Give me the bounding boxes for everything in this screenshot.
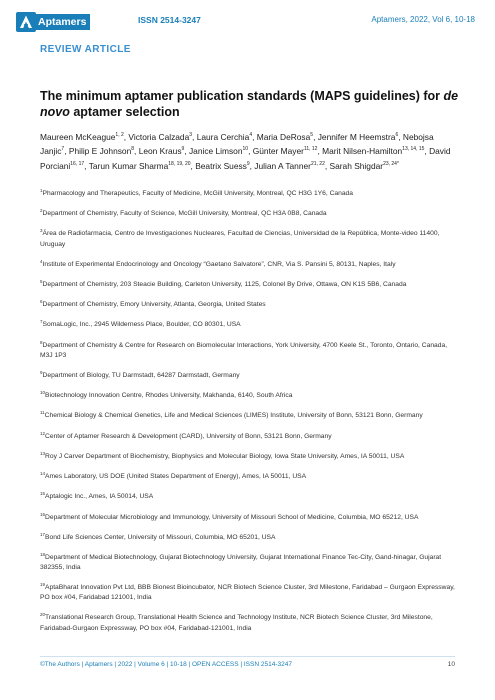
affiliation-item bbox=[40, 317, 460, 330]
affiliation-item bbox=[40, 580, 460, 603]
affiliation-number: 19 bbox=[40, 582, 46, 588]
affiliation-text: Department of Chemistry, Faculty of Science, McGill University, Montreal, QC H3A 0B8, Canada bbox=[42, 210, 327, 218]
affiliation-text: Translational Research Group, Translational Health Science and Technology Institute, NCR Biotech Science Cluster, 3rd Milestone, Faridabad-Gurgaon Expressway, PO box #04, Faridabad-121001, India bbox=[40, 614, 433, 632]
affiliation-item bbox=[40, 610, 460, 633]
author-affiliation-mark: 10 bbox=[242, 146, 249, 153]
author bbox=[40, 132, 128, 142]
article-type-label: REVIEW ARTICLE bbox=[40, 44, 131, 55]
author-affiliation-mark: 11, 12 bbox=[303, 146, 318, 153]
author bbox=[197, 132, 257, 142]
author-affiliation-mark: 1, 2 bbox=[115, 132, 124, 138]
author-name: Victoria Calzada bbox=[128, 131, 190, 142]
author-name: Julian A Tanner bbox=[254, 160, 311, 171]
author-name: Laura Cerchia bbox=[196, 131, 250, 142]
author-separator: , bbox=[252, 131, 257, 142]
author bbox=[89, 161, 196, 171]
author-separator: , bbox=[64, 146, 69, 157]
affiliation-text: AptaBharat Innovation Pvt Ltd, BBB Bionest Bioincubator, NCR Biotech Science Cluster, 3rd Milestone, Faridabad – Gurgaon Expressway, PO box #04, Faridabad 121001, India bbox=[40, 584, 455, 602]
author-name: Günter Mayer bbox=[252, 146, 304, 157]
author-name: Maria DeRosa bbox=[256, 131, 311, 142]
author-separator: , bbox=[123, 131, 129, 142]
affiliation-number: 12 bbox=[40, 430, 46, 436]
author-separator: , bbox=[317, 146, 323, 157]
affiliation-number: 2 bbox=[40, 208, 43, 214]
affiliation-text: Pharmacology and Therapeutics, Faculty of Medicine, McGill University, Montreal, QC H3G 1Y6, Canada bbox=[42, 190, 353, 198]
journal-citation: Aptamers, 2022, Vol 6, 10-18 bbox=[371, 15, 475, 24]
page-number: 10 bbox=[447, 661, 455, 668]
affiliation-text: Área de Radiofarmacia, Centro de Investigaciones Nucleares, Facultad de Ciencias, Universidad de la República, Monte-video 11400, Uruguay bbox=[40, 230, 440, 248]
journal-header bbox=[16, 12, 479, 34]
affiliation-item bbox=[40, 226, 460, 249]
affiliation-number: 14 bbox=[40, 471, 46, 477]
author-affiliation-mark: 9 bbox=[246, 160, 250, 167]
author-list bbox=[40, 129, 460, 172]
affiliation-number: 8 bbox=[40, 339, 43, 345]
author-name: Leon Kraus bbox=[138, 146, 182, 157]
author-affiliation-mark: 16, 17 bbox=[70, 160, 85, 167]
author bbox=[139, 146, 189, 156]
author-name: Sarah Shigdar bbox=[329, 160, 384, 171]
author-separator: , bbox=[192, 131, 197, 142]
author-name: David Porciani bbox=[40, 146, 451, 171]
affiliation-text: Department of Chemistry, Emory University, Atlanta, Georgia, United States bbox=[42, 301, 266, 309]
affiliation-number: 1 bbox=[40, 188, 43, 193]
affiliation-item bbox=[40, 338, 460, 361]
author-separator: , bbox=[424, 146, 430, 157]
affiliation-item bbox=[40, 489, 460, 502]
affiliation-item bbox=[40, 550, 460, 573]
author-separator: , bbox=[324, 160, 330, 171]
author bbox=[322, 146, 429, 156]
affiliation-number: 3 bbox=[40, 228, 43, 234]
affiliation-item bbox=[40, 368, 460, 381]
affiliation-text: Department of Biology, TU Darmstadt, 64287 Darmstadt, Germany bbox=[42, 372, 240, 380]
author-separator: , bbox=[184, 146, 189, 157]
author-affiliation-mark: 21, 22 bbox=[310, 160, 325, 167]
affiliation-item bbox=[40, 449, 460, 462]
author bbox=[318, 132, 403, 142]
affiliation-text: Bond Life Sciences Center, University of Missouri, Columbia, MO 65201, USA bbox=[45, 533, 276, 541]
affiliation-text: Ames Laboratory, US DOE (United States Department of Energy), Ames, IA 50011, USA bbox=[45, 473, 307, 481]
affiliation-text: Biotechnology Innovation Centre, Rhodes University, Makhanda, 6140, South Africa bbox=[45, 392, 293, 400]
affiliation-text: Department of Chemistry, 203 Steacie Building, Carleton University, 1125, Colonel By Drive, Ottawa, ON K1S 5B6, Canada bbox=[42, 281, 407, 289]
author-name: Janice Limson bbox=[188, 146, 243, 157]
affiliation-number: 6 bbox=[40, 299, 43, 305]
author-affiliation-mark: 6 bbox=[395, 132, 399, 138]
affiliation-item bbox=[40, 388, 460, 401]
author-name: Tarun Kumar Sharma bbox=[88, 160, 169, 171]
journal-issn: ISSN 2514-3247 bbox=[138, 15, 201, 25]
title-main: The minimum aptamer publication standards (MAPS guidelines) for bbox=[40, 89, 444, 103]
author-name: Marit Nilsen-Hamilton bbox=[322, 146, 403, 157]
affiliation-text: Chemical Biology & Chemical Genetics, Life and Medical Sciences (LIMES) Institute, University of Bonn, 53121 Bonn, Germany bbox=[44, 412, 423, 420]
affiliation-item bbox=[40, 186, 460, 199]
author bbox=[253, 146, 322, 156]
author-affiliation-mark: 13, 14, 15 bbox=[402, 146, 425, 153]
author-affiliation-mark: 7 bbox=[61, 146, 65, 153]
affiliation-text: Department of Medical Biotechnology, Gujarat Biotechnology University, Gujarat International Finance Tec-City, Gand-hinagar, Gujarat 382355, India bbox=[40, 554, 442, 572]
author-separator: , bbox=[398, 131, 403, 142]
author bbox=[257, 132, 318, 142]
footer-text: ©The Authors | Aptamers | 2022 | Volume 6 | 10-18 | OPEN ACCESS | ISSN 2514-3247 bbox=[40, 661, 292, 668]
author-name: Jennifer M Heemstra bbox=[317, 131, 396, 142]
affiliation-item bbox=[40, 257, 460, 270]
affiliation-text: SomaLogic, Inc., 2945 Wilderness Place, Boulder, CO 80301, USA bbox=[42, 321, 241, 329]
affiliation-text: Institute of Experimental Endocrinology and Oncology “Gaetano Salvatore”, CNR, Via S. Pansini 5, 80131, Naples, Italy bbox=[42, 260, 396, 268]
affiliation-item bbox=[40, 530, 460, 543]
affiliation-text: Center of Aptamer Research & Development (CARD), University of Bonn, 53121 Bonn, Germany bbox=[45, 432, 332, 440]
author-affiliation-mark: 18, 19, 20 bbox=[168, 160, 191, 167]
affiliation-number: 11 bbox=[40, 410, 45, 416]
author bbox=[254, 161, 329, 171]
author-separator: , bbox=[84, 160, 89, 171]
affiliation-item bbox=[40, 277, 460, 290]
author-affiliation-mark: 3 bbox=[189, 132, 193, 138]
affiliation-number: 15 bbox=[40, 491, 46, 497]
author-separator: , bbox=[249, 160, 255, 171]
author-separator: , bbox=[134, 146, 139, 157]
affiliation-number: 5 bbox=[40, 278, 43, 284]
affiliation-item bbox=[40, 429, 460, 442]
affiliation-text: Roy J Carver Department of Biochemistry, Biophysics and Molecular Biology, Iowa State University, Ames, IA 50011, USA bbox=[45, 453, 405, 461]
author-separator: , bbox=[313, 131, 318, 142]
author-affiliation-mark: 9 bbox=[181, 146, 185, 153]
author-separator: , bbox=[190, 160, 196, 171]
author bbox=[69, 146, 139, 156]
affiliation-item bbox=[40, 408, 460, 421]
affiliation-item bbox=[40, 469, 460, 482]
affiliation-number: 18 bbox=[40, 551, 46, 557]
author bbox=[189, 146, 253, 156]
affiliation-text: Department of Chemistry & Centre for Research on Biomolecular Interactions, York University, 4700 Keele St., Toronto, Ontario, Canada, M3J 1P3 bbox=[40, 341, 448, 359]
affiliation-number: 16 bbox=[40, 511, 46, 517]
affiliation-number: 7 bbox=[40, 319, 43, 325]
title-italic: de novo bbox=[40, 89, 459, 119]
journal-logo[interactable] bbox=[16, 12, 90, 32]
author-name: Nebojsa Janjic bbox=[40, 131, 434, 157]
author bbox=[330, 161, 399, 171]
author-affiliation-mark: 4 bbox=[249, 132, 253, 138]
affiliation-number: 9 bbox=[40, 369, 43, 375]
affiliation-number: 4 bbox=[40, 258, 43, 264]
affiliation-text: Department of Molecular Microbiology and Immunology, University of Missouri School of Medicine, Columbia, MO 65212, USA bbox=[45, 513, 419, 521]
article-title bbox=[40, 88, 460, 120]
footer-rule bbox=[40, 656, 455, 657]
affiliation-text: Aptalogic Inc., Ames, IA 50014, USA bbox=[45, 493, 154, 501]
affiliation-number: 13 bbox=[40, 450, 46, 456]
journal-name: Aptamers bbox=[36, 14, 90, 30]
title-end: aptamer selection bbox=[69, 105, 180, 119]
aptamers-logo-icon bbox=[16, 12, 36, 32]
affiliation-item bbox=[40, 206, 460, 219]
affiliation-list bbox=[40, 186, 460, 641]
affiliation-number: 10 bbox=[40, 390, 46, 396]
affiliation-number: 20 bbox=[40, 612, 46, 618]
affiliation-item bbox=[40, 510, 460, 523]
author bbox=[195, 161, 254, 171]
affiliation-item bbox=[40, 297, 460, 310]
affiliation-number: 17 bbox=[40, 531, 46, 537]
author-name: Beatrix Suess bbox=[195, 160, 247, 171]
page-footer bbox=[40, 661, 455, 668]
author bbox=[128, 132, 196, 142]
author-affiliation-mark: 23, 24* bbox=[383, 160, 399, 167]
author-separator: , bbox=[248, 146, 253, 157]
author-affiliation-mark: 5 bbox=[310, 132, 314, 138]
author-name: Philip E Johnson bbox=[68, 146, 132, 157]
author-name: Maureen McKeague bbox=[40, 131, 116, 142]
author-affiliation-mark: 8 bbox=[131, 146, 135, 153]
